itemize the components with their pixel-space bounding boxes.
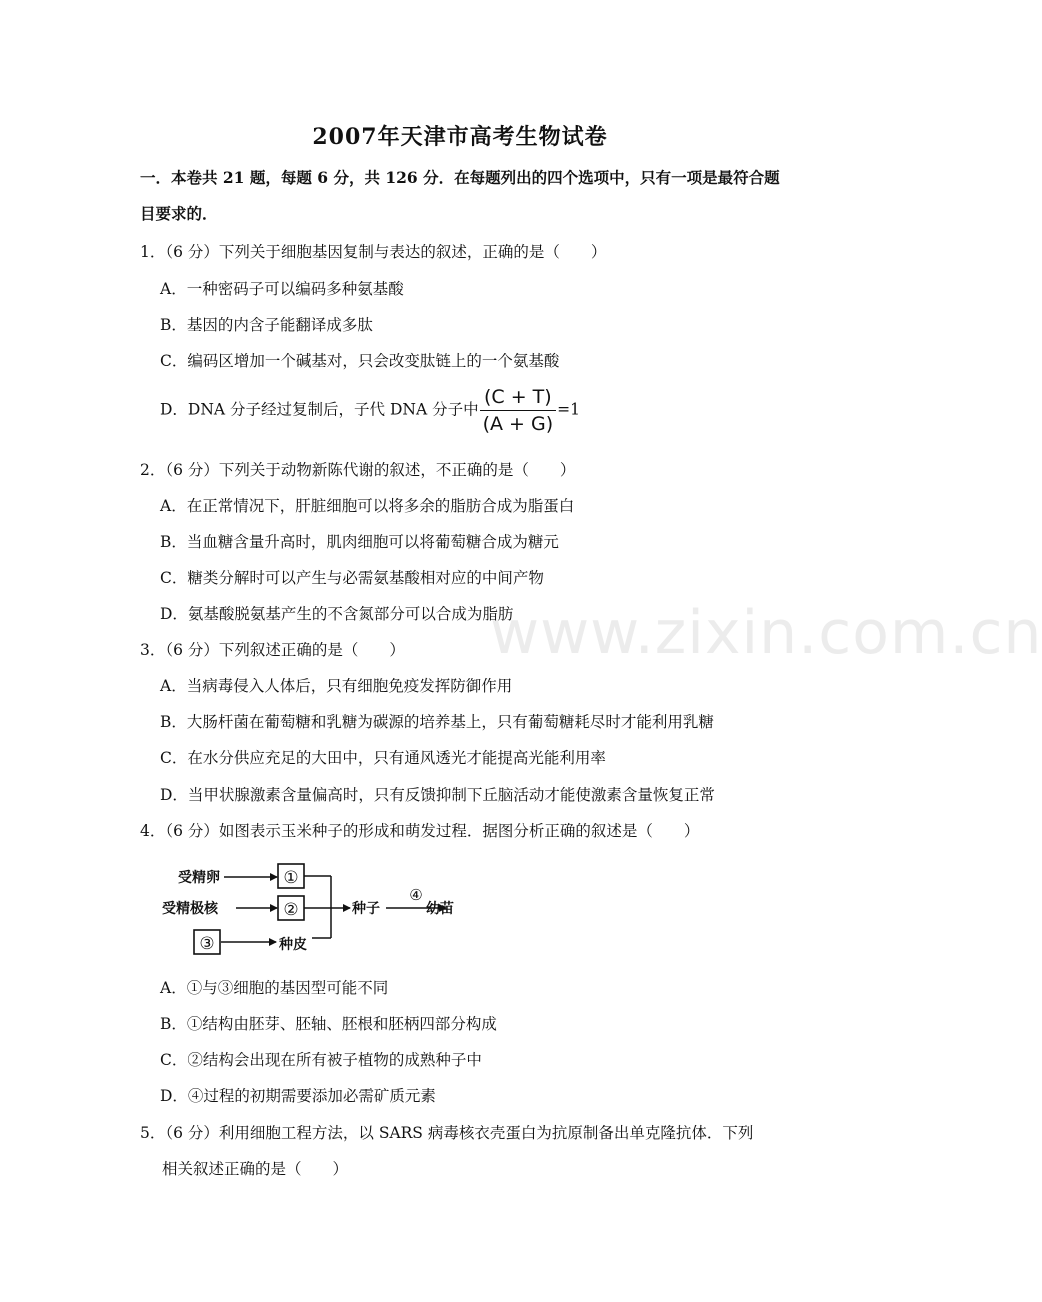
question-1-option-b: B．基因的内含子能翻译成多肽 (160, 316, 373, 334)
fraction (480, 384, 557, 437)
question-3-option-b: B．大肠杆菌在葡萄糖和乳糖为碳源的培养基上，只有葡萄糖耗尽时才能利用乳糖 (160, 713, 714, 731)
question-4-option-a: A．①与③细胞的基因型可能不同 (160, 979, 389, 997)
circled-1: ① (283, 868, 299, 888)
question-2-option-d: D．氨基酸脱氨基产生的不含氮部分可以合成为脂肪 (160, 605, 514, 623)
label-fertilized-polar-nuclei: 受精极核 (162, 901, 218, 917)
question-5-stem-line-2: 相关叙述正确的是（ ） (162, 1160, 349, 1178)
watermark: www.zixin.com.cn (490, 598, 1042, 668)
question-2-option-a: A．在正常情况下，肝脏细胞可以将多余的脂肪合成为脂蛋白 (160, 497, 575, 515)
fraction-denominator: (A + G) (482, 413, 554, 435)
question-1-option-a: A．一种密码子可以编码多种氨基酸 (160, 280, 404, 298)
fraction-numerator: (C + T) (480, 384, 557, 411)
question-2-option-b: B．当血糖含量升高时，肌肉细胞可以将葡萄糖合成为糖元 (160, 533, 559, 551)
question-5-stem-line-1: 5．（6 分）利用细胞工程方法，以 SARS 病毒核衣壳蛋白为抗原制备出单克隆抗体．下列 (140, 1124, 754, 1142)
label-seed-coat: 种皮 (279, 937, 307, 953)
label-seed: 种子 (352, 901, 380, 917)
question-3-option-a: A．当病毒侵入人体后，只有细胞免疫发挥防御作用 (160, 677, 513, 695)
page-title: 2007年天津市高考生物试卷 (312, 124, 608, 150)
question-1-option-c: C．编码区增加一个碱基对，只会改变肽链上的一个氨基酸 (160, 352, 560, 370)
question-4-option-c: C．②结构会出现在所有被子植物的成熟种子中 (160, 1051, 482, 1069)
label-seedling: 幼苗 (426, 901, 454, 917)
question-4-option-d: D．④过程的初期需要添加必需矿质元素 (160, 1087, 436, 1105)
question-1-stem: 1．（6 分）下列关于细胞基因复制与表达的叙述，正确的是（ ） (140, 243, 607, 261)
section-instructions: 一．本卷共 21 题，每题 6 分，共 126 分．在每题列出的四个选项中，只有一项是最符合题目要求的． (140, 168, 780, 223)
option-d-text: D．DNA 分子经过复制后，子代 DNA 分子中 (160, 400, 479, 419)
circled-3: ③ (199, 934, 215, 954)
question-4-stem: 4．（6 分）如图表示玉米种子的形成和萌发过程．据图分析正确的叙述是（ ） (140, 822, 700, 840)
question-3-stem: 3．（6 分）下列叙述正确的是（ ） (140, 641, 405, 659)
question-4-option-b: B．①结构由胚芽、胚轴、胚根和胚柄四部分构成 (160, 1015, 497, 1033)
circled-2: ② (283, 900, 299, 920)
seed-formation-diagram (160, 855, 470, 961)
step-4-label: ④ (409, 886, 423, 904)
question-2-option-c: C．糖类分解时可以产生与必需氨基酸相对应的中间产物 (160, 569, 544, 587)
question-2-stem: 2．（6 分）下列关于动物新陈代谢的叙述，不正确的是（ ） (140, 461, 576, 479)
question-3-option-d: D．当甲状腺激素含量偏高时，只有反馈抑制下丘脑活动才能使激素含量恢复正常 (160, 786, 715, 804)
question-3-option-c: C．在水分供应充足的大田中，只有通风透光才能提高光能利用率 (160, 749, 606, 767)
question-1-option-d (160, 384, 580, 437)
equals-one: =1 (557, 400, 580, 419)
label-fertilized-egg: 受精卵 (178, 870, 220, 886)
